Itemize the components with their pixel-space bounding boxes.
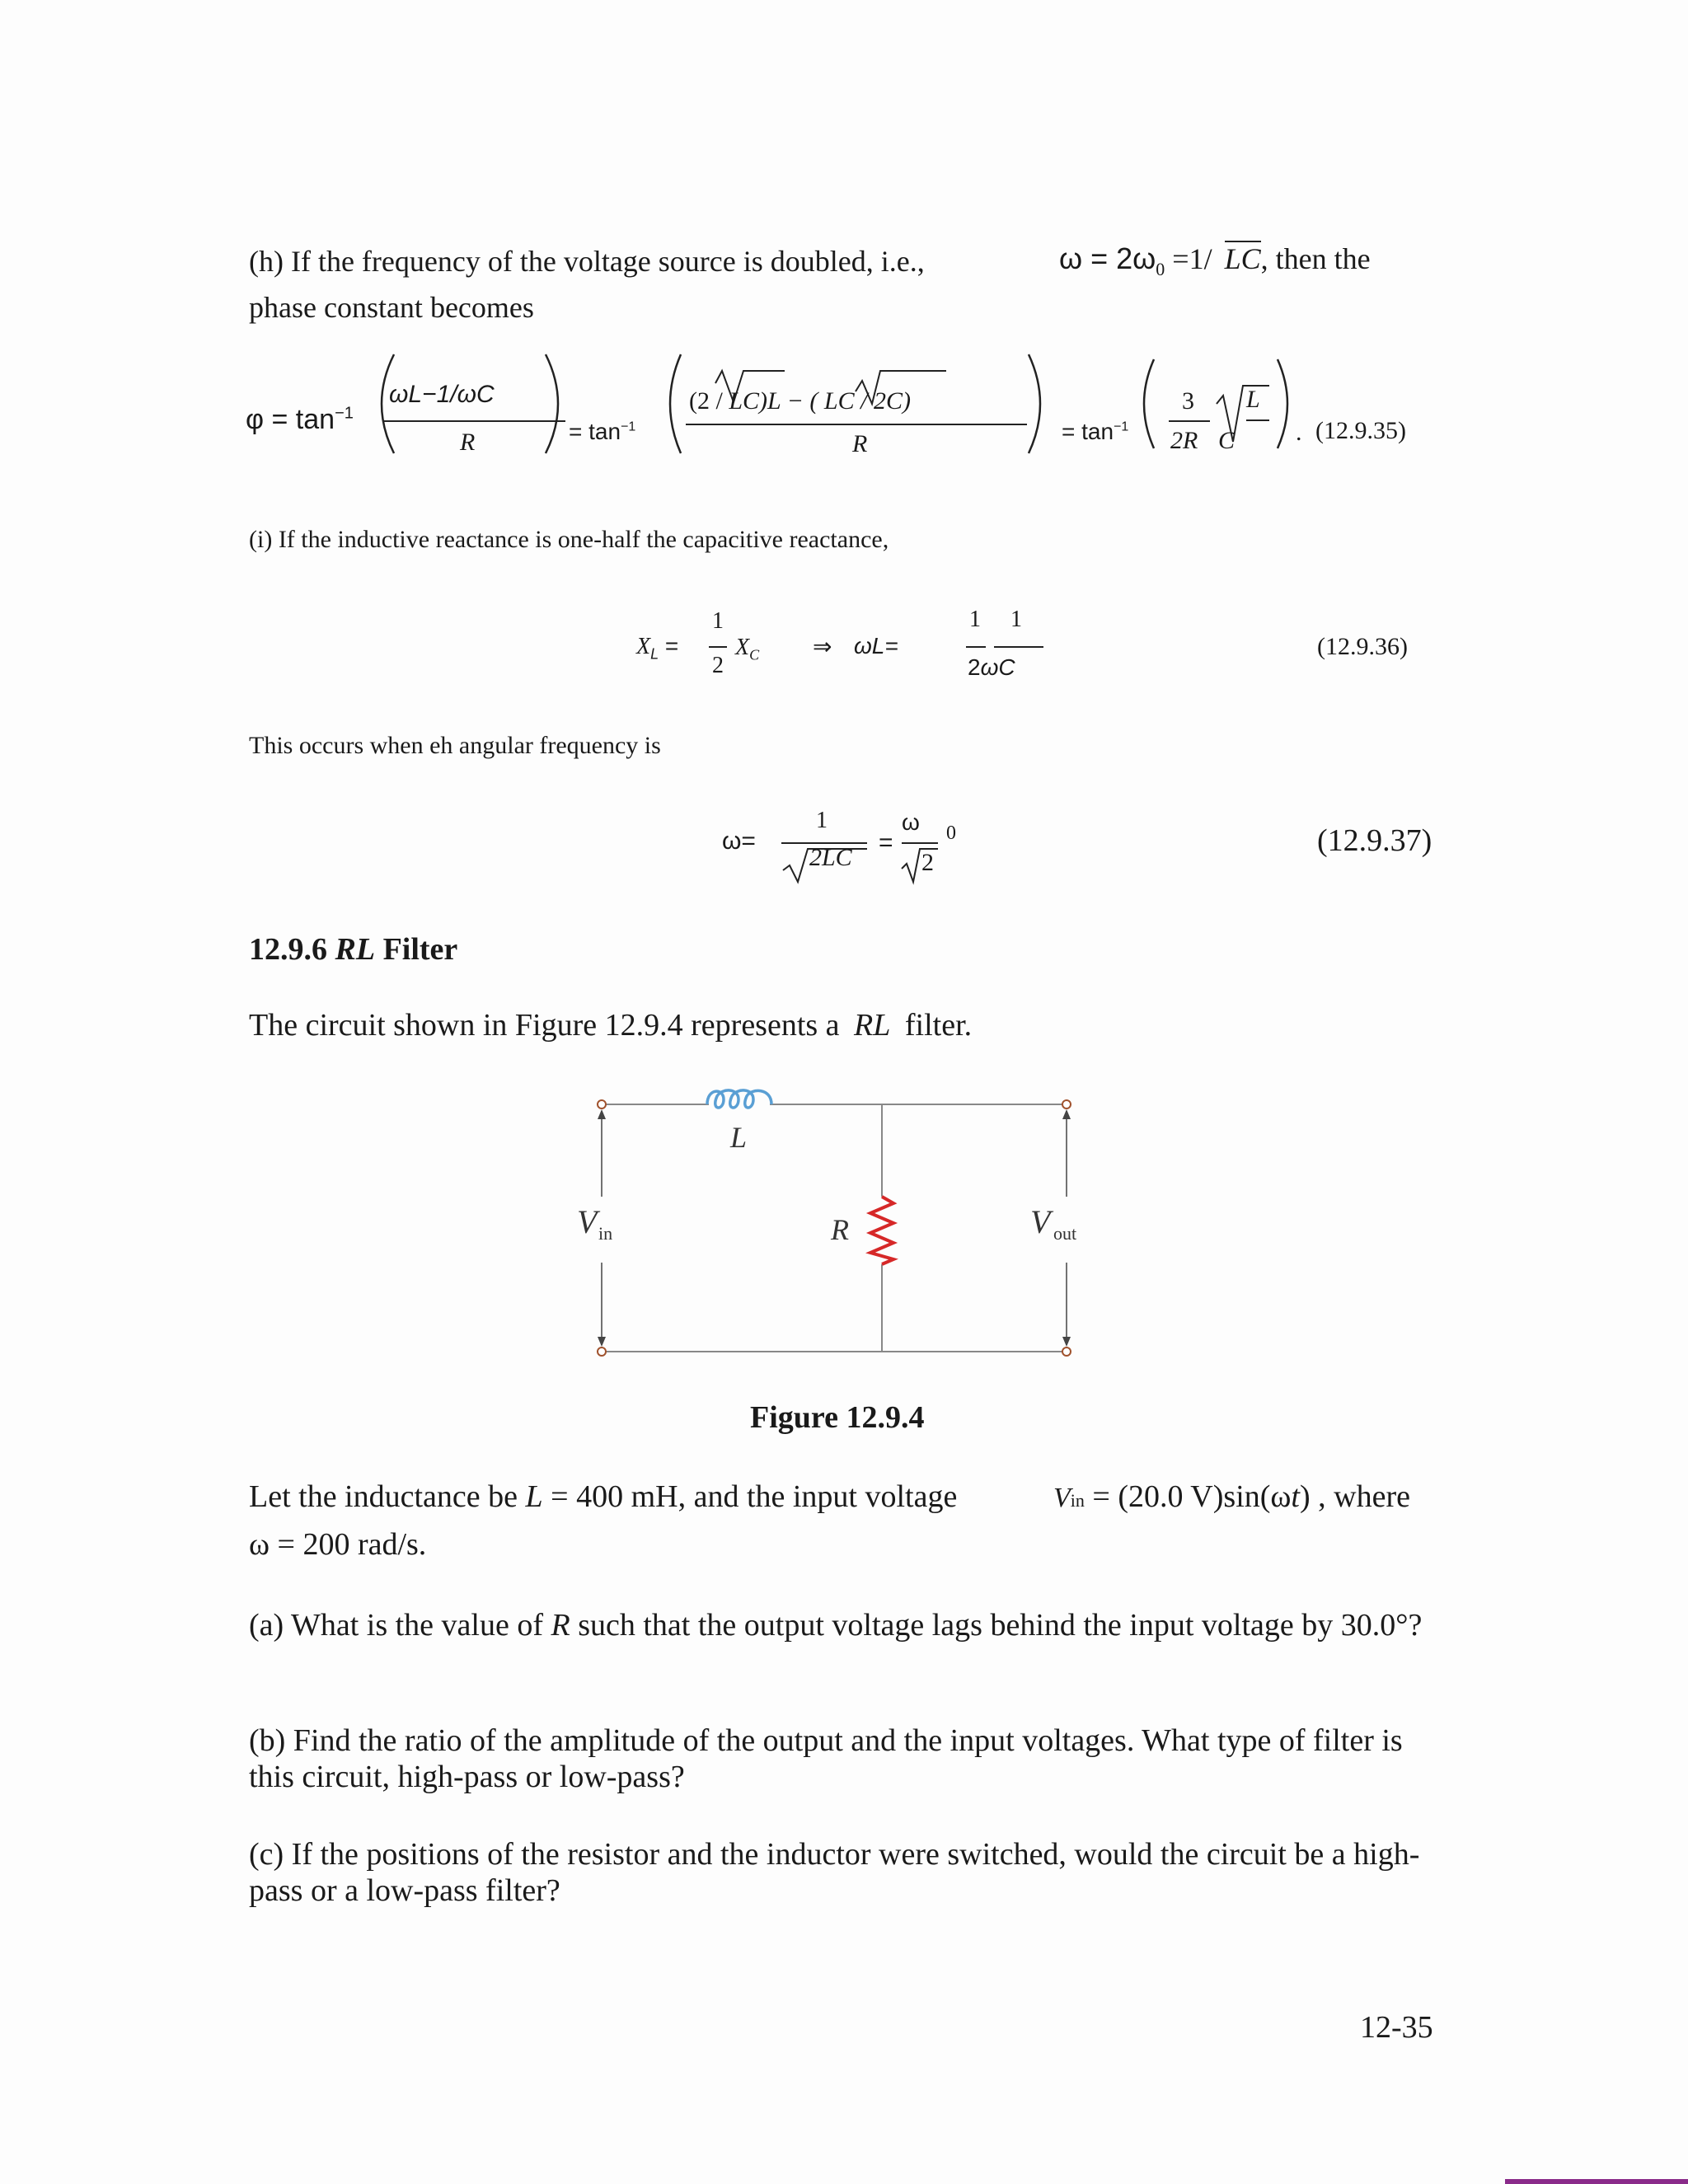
resistor-zigzag <box>870 1197 893 1264</box>
xl-x: X <box>636 634 651 659</box>
vin-bottom-node <box>598 1347 606 1356</box>
problem-line1 <box>249 1479 957 1515</box>
problem-t: t <box>1291 1479 1300 1514</box>
eq37-lhs: ω= <box>722 827 756 855</box>
intro-paragraph <box>249 1007 972 1043</box>
resistor-label: R <box>831 1213 849 1246</box>
eq37-sqrt2 <box>900 846 941 887</box>
omega-tail: =1/ <box>1172 242 1212 275</box>
frac36-den <box>968 654 1015 681</box>
intro-before: The circuit shown in Figure 12.9.4 represents a <box>249 1008 840 1043</box>
corner-accent-bar <box>1505 2179 1688 2184</box>
tan2 <box>569 419 635 445</box>
frac2-num-c: )L − ( <box>759 387 824 415</box>
frac36-line-a <box>966 646 986 648</box>
eq36-label: (12.9.36) <box>1317 633 1408 660</box>
frac2-line <box>686 424 1027 425</box>
tan3-sup: −1 <box>1114 419 1129 434</box>
tan2-sup: −1 <box>621 419 636 434</box>
half-den: 2 <box>712 653 724 678</box>
part-h-line1: (h) If the frequency of the voltage source is doubled, i.e., <box>249 245 925 278</box>
half-line <box>709 646 727 648</box>
question-a-1: (a) What is the value of <box>249 1608 543 1643</box>
one-b: 1 <box>1010 607 1022 632</box>
part-h-line2: phase constant becomes <box>249 291 534 324</box>
inductor-coil <box>707 1090 771 1108</box>
omega-doubled-expr <box>1059 241 1371 280</box>
paren-group-3 <box>1131 338 1304 470</box>
problem-b: = 400 mH, and the input voltage <box>551 1479 958 1514</box>
vin-label: V <box>577 1203 598 1240</box>
phi-tan: φ = tan <box>246 404 335 435</box>
xl-term <box>636 633 678 663</box>
figure-caption: Figure 12.9.4 <box>750 1400 925 1435</box>
problem-d: ) , where <box>1299 1479 1410 1514</box>
problem-c: = (20.0 V)sin(ω <box>1092 1479 1292 1514</box>
page-number: 12-35 <box>1360 2010 1433 2045</box>
coef-line <box>1169 420 1210 422</box>
frac2-den: R <box>852 430 868 457</box>
phi-lhs <box>246 404 354 436</box>
eq37-den2: 2 <box>921 849 934 876</box>
eq37-num2-sub: 0 <box>946 823 956 844</box>
problem-vin: V <box>1053 1483 1071 1513</box>
one-a: 1 <box>969 607 981 632</box>
section-number: 12.9.6 <box>249 932 327 967</box>
problem-vin-expr <box>1053 1479 1410 1515</box>
part-i-text: (i) If the inductive reactance is one-half the capacitive reactance, <box>249 526 889 553</box>
xc-sub: C <box>749 646 760 663</box>
eq37-label: (12.9.37) <box>1317 823 1432 858</box>
eq35-label: (12.9.35) <box>1315 417 1406 444</box>
section-title-rest: Filter <box>382 932 458 967</box>
frac2-num-e: / 2C) <box>854 387 911 415</box>
eq37-den1: 2LC <box>809 844 852 871</box>
inductor-path <box>707 1090 771 1108</box>
question-a <box>249 1607 1452 1643</box>
sqrt-num: L <box>1246 386 1260 413</box>
omega-expr: ω = 2ω <box>1059 241 1156 275</box>
vin-sub: in <box>598 1223 613 1244</box>
frac2-num-b: LC <box>729 387 760 415</box>
eq37-omega: ω <box>902 809 920 835</box>
xl-sub: L <box>650 645 659 663</box>
xc-x: X <box>735 635 750 660</box>
vout-top-node <box>1062 1100 1071 1108</box>
question-c: (c) If the positions of the resistor and the inductor were switched, would the circuit be a high-pass or a low-pass filter? <box>249 1837 1420 1908</box>
problem-line2: ω = 200 rad/s. <box>249 1527 427 1562</box>
eq37-eq: = <box>879 829 893 856</box>
omega-sub: 0 <box>1156 259 1165 280</box>
eq37-line2 <box>902 842 938 844</box>
frac36-line-b <box>994 646 1043 648</box>
vout-sub: out <box>1053 1223 1077 1244</box>
sqrt-den: C <box>1218 427 1236 454</box>
then-the: , then the <box>1260 242 1371 275</box>
frac2-num-d: LC <box>823 387 855 415</box>
frac36-den-two: 2 <box>968 654 981 680</box>
problem-L: L <box>525 1479 543 1514</box>
intro-after: filter. <box>904 1008 973 1043</box>
tan3 <box>1062 419 1128 445</box>
problem-vin-sub: in <box>1070 1490 1085 1511</box>
question-b: (b) Find the ratio of the amplitude of the output and the input voltages. What type of filter is this circuit, high-pass or low-pass? <box>249 1723 1403 1794</box>
frac1-num: ωL−1/ωC <box>389 381 495 408</box>
tan3-text: = tan <box>1062 419 1114 444</box>
question-a-R: R <box>551 1608 570 1643</box>
intro-rl: RL <box>854 1008 891 1043</box>
eq35-period: . <box>1296 419 1302 446</box>
vout-bottom-node <box>1062 1347 1071 1356</box>
frac36-den-omegac: ωC <box>980 654 1015 680</box>
coef-den: 2R <box>1170 427 1198 454</box>
implies-arrow: ⇒ <box>813 634 832 659</box>
lc-sqrt: LC <box>1224 242 1261 275</box>
eq37-num2 <box>902 809 920 836</box>
resistor-path <box>870 1197 893 1264</box>
frac2-num <box>689 387 911 415</box>
section-heading <box>249 931 457 968</box>
frac1-line <box>384 420 565 422</box>
occurs-text: This occurs when eh angular frequency is <box>249 732 661 759</box>
inductor-label: L <box>730 1121 748 1154</box>
question-a-2: such that the output voltage lags behind the input voltage by 30.0°? <box>578 1608 1423 1643</box>
frac1-den: R <box>460 429 476 456</box>
vout-label: V <box>1030 1203 1051 1240</box>
rl-filter-circuit <box>569 1081 1104 1370</box>
vin-top-node <box>598 1100 606 1108</box>
problem-a: Let the inductance be <box>249 1479 518 1514</box>
omega-l: ωL= <box>854 633 898 658</box>
xc-term <box>735 635 759 664</box>
phi-sup: −1 <box>335 404 354 423</box>
tan2-text: = tan <box>569 419 621 444</box>
section-title-it: RL <box>335 932 376 967</box>
half-num: 1 <box>712 608 724 634</box>
frac2-num-a: (2 / <box>689 387 729 415</box>
eq37-num1: 1 <box>816 808 828 833</box>
xl-eq: = <box>664 633 679 658</box>
coef-num: 3 <box>1182 387 1194 415</box>
